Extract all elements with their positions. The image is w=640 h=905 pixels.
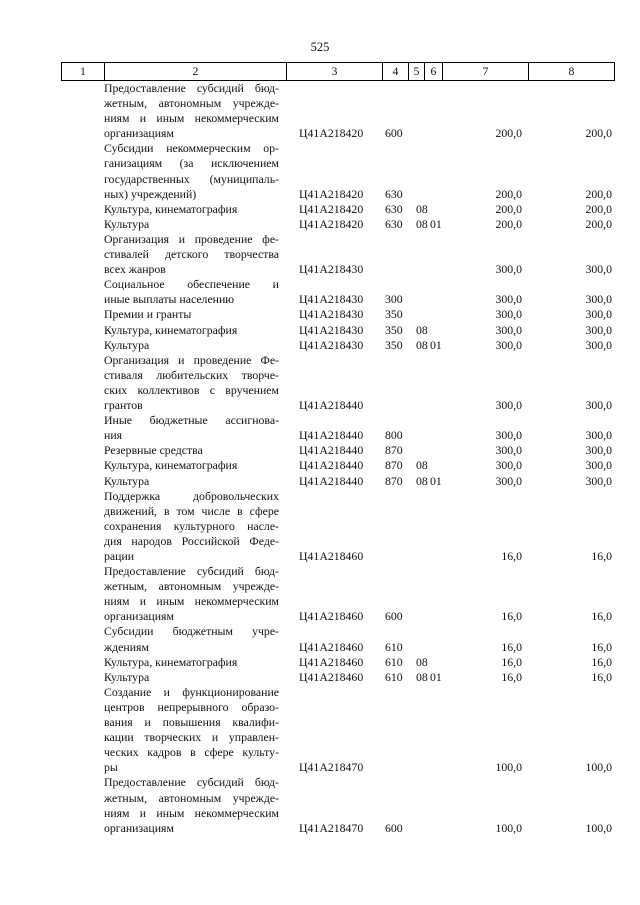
row-expense-type: 800 (385, 428, 403, 443)
row-code: Ц41А218460 (299, 654, 364, 669)
row-sum-col-7: 300,0 (495, 307, 522, 322)
table-row (0, 670, 640, 685)
row-name-line: всех жанров (104, 262, 166, 277)
row-sum-col-8: 300,0 (585, 458, 612, 473)
header-col-6: 6 (424, 63, 442, 80)
header-col-7: 7 (442, 63, 528, 80)
row-section: 08 (416, 337, 428, 352)
row-sum-col-7: 200,0 (495, 186, 522, 201)
row-sum-col-7: 16,0 (501, 639, 522, 654)
row-name-line: Культура (104, 669, 150, 684)
table-row (0, 307, 640, 322)
row-name-line: движений, в том числе в сфере (104, 503, 279, 518)
table-row (0, 141, 640, 201)
row-code: Ц41А218420 (299, 216, 364, 231)
table-row (0, 474, 640, 489)
row-code: Ц41А218430 (299, 307, 364, 322)
row-name-line: Премии и гранты (104, 307, 192, 322)
row-name-line: иные выплаты населению (104, 292, 235, 307)
row-expense-type: 610 (385, 654, 403, 669)
row-name-line: Культура, кинематография (104, 201, 238, 216)
row-name-line: Резервные средства (104, 443, 203, 458)
row-sum-col-8: 16,0 (591, 669, 612, 684)
row-name-line: ческих кадров в сфере культу- (104, 745, 279, 760)
row-sum-col-7: 16,0 (501, 654, 522, 669)
row-code: Ц41А218440 (299, 443, 364, 458)
row-sum-col-7: 300,0 (495, 337, 522, 352)
row-code: Ц41А218440 (299, 458, 364, 473)
row-code: Ц41А218430 (299, 292, 364, 307)
row-name (104, 775, 279, 835)
table-row (0, 489, 640, 565)
row-sum-col-7: 300,0 (495, 473, 522, 488)
row-name-line: организациям (104, 126, 174, 141)
row-sum-col-7: 16,0 (501, 549, 522, 563)
row-name-line: сохранения культурного насле- (104, 518, 279, 533)
row-name (104, 443, 279, 458)
row-sum-col-8: 300,0 (585, 322, 612, 337)
row-name (104, 564, 279, 624)
row-sum-col-8: 16,0 (591, 654, 612, 669)
row-sum-col-7: 16,0 (501, 609, 522, 624)
row-name-line: Предоставление субсидий бюд- (104, 775, 279, 790)
row-sum-col-8: 300,0 (585, 307, 612, 322)
row-name-line: ских коллективов с вручением (104, 382, 279, 397)
row-name-line: Культура (104, 337, 150, 352)
row-code: Ц41А218460 (299, 669, 364, 684)
row-name (104, 232, 279, 277)
row-expense-type: 630 (385, 201, 403, 216)
row-name-line: Поддержка добровольческих (104, 488, 279, 503)
row-name-line: стиваля любительских творче- (104, 367, 279, 382)
row-name (104, 141, 279, 201)
table-row (0, 338, 640, 353)
row-code: Ц41А218470 (299, 760, 364, 775)
row-name-line: центров непрерывного образо- (104, 699, 279, 714)
row-name-line: жетным, автономным учрежде- (104, 790, 279, 805)
row-code: Ц41А218420 (299, 201, 364, 216)
row-name (104, 353, 279, 413)
row-name-line: ниям и иным некоммерческим (104, 594, 279, 609)
header-col-5: 5 (408, 63, 424, 80)
row-sum-col-8: 300,0 (585, 292, 612, 307)
row-name-line: Создание и функционирование (104, 684, 279, 699)
row-section: 08 (416, 458, 428, 473)
row-name-line: организациям (104, 609, 174, 624)
row-sum-col-8: 200,0 (585, 216, 612, 231)
row-name-line: Субсидии бюджетным учре- (104, 624, 279, 639)
row-expense-type: 870 (385, 458, 403, 473)
row-sum-col-8: 300,0 (585, 428, 612, 443)
row-code: Ц41А218440 (299, 398, 364, 413)
row-expense-type: 610 (385, 639, 403, 654)
row-sum-col-7: 300,0 (495, 428, 522, 443)
row-name-line: Предоставление субсидий бюд- (104, 564, 279, 579)
row-name-line: государственных (муниципаль- (104, 171, 279, 186)
row-name-line: вания и повышения квалифи- (104, 715, 279, 730)
table-row (0, 413, 640, 443)
header-col-1: 1 (61, 63, 104, 80)
row-name-line: Социальное обеспечение и (104, 277, 279, 292)
row-sum-col-7: 300,0 (495, 322, 522, 337)
row-name-line: ждениям (104, 639, 149, 654)
row-sum-col-8: 300,0 (585, 398, 612, 413)
row-name (104, 670, 279, 685)
row-name-line: Предоставление субсидий бюд- (104, 81, 279, 95)
row-expense-type: 600 (385, 609, 403, 624)
row-sum-col-7: 200,0 (495, 216, 522, 231)
row-sum-col-8: 300,0 (585, 473, 612, 488)
table-row (0, 775, 640, 835)
row-expense-type: 350 (385, 307, 403, 322)
header-col-3: 3 (286, 63, 382, 80)
row-section: 08 (416, 216, 428, 231)
row-sum-col-7: 200,0 (495, 201, 522, 216)
row-name-line: ных) учреждений) (104, 186, 197, 201)
row-sum-col-7: 300,0 (495, 398, 522, 413)
row-sum-col-8: 200,0 (585, 126, 612, 141)
row-name-line: рации (104, 548, 135, 563)
row-name-line: ния (104, 428, 123, 443)
row-code: Ц41А218440 (299, 473, 364, 488)
table-row (0, 202, 640, 217)
row-code: Ц41А218420 (299, 126, 364, 141)
row-section: 08 (416, 473, 428, 488)
row-subsection: 01 (430, 473, 442, 488)
row-name (104, 217, 279, 232)
header-col-4: 4 (382, 63, 408, 80)
row-name-line: Организация и проведение Фе- (104, 352, 279, 367)
row-sum-col-8: 16,0 (591, 549, 612, 563)
row-name-line: кации творческих и управлен- (104, 730, 279, 745)
row-expense-type: 630 (385, 216, 403, 231)
row-code: Ц41А218470 (299, 820, 364, 835)
table-row (0, 655, 640, 670)
row-name-line: Культура (104, 473, 150, 488)
row-name-line: ниям и иным некоммерческим (104, 805, 279, 820)
row-section: 08 (416, 322, 428, 337)
row-name (104, 489, 279, 564)
row-sum-col-8: 16,0 (591, 639, 612, 654)
row-sum-col-8: 300,0 (585, 443, 612, 458)
table-row (0, 458, 640, 473)
row-code: Ц41А218440 (299, 428, 364, 443)
row-name-line: стивалей детского творчества (104, 247, 279, 262)
row-name-line: организациям (104, 820, 174, 835)
row-name-line: грантов (104, 398, 143, 413)
row-name (104, 202, 279, 217)
row-name-line: Иные бюджетные ассигнова- (104, 413, 279, 428)
row-sum-col-7: 100,0 (495, 820, 522, 835)
row-code: Ц41А218460 (299, 639, 364, 654)
table-row (0, 564, 640, 624)
row-name-line: ниям и иным некоммерческим (104, 111, 279, 126)
row-section: 08 (416, 669, 428, 684)
row-name-line: жетным, автономным учрежде- (104, 579, 279, 594)
row-sum-col-8: 200,0 (585, 201, 612, 216)
row-name (104, 277, 279, 307)
row-sum-col-8: 300,0 (585, 262, 612, 277)
row-sum-col-7: 300,0 (495, 443, 522, 458)
row-sum-col-7: 300,0 (495, 292, 522, 307)
row-name (104, 655, 279, 670)
row-name-line: дия народов Российской Феде- (104, 533, 279, 548)
row-sum-col-8: 16,0 (591, 609, 612, 624)
table-row (0, 277, 640, 307)
row-sum-col-8: 300,0 (585, 337, 612, 352)
row-expense-type: 870 (385, 443, 403, 458)
table-body (0, 81, 640, 836)
row-code: Ц41А218430 (299, 322, 364, 337)
row-name-line: Культура, кинематография (104, 458, 238, 473)
row-name-line: Организация и проведение фе- (104, 231, 279, 246)
row-sum-col-8: 200,0 (585, 186, 612, 201)
row-sum-col-7: 300,0 (495, 458, 522, 473)
row-code: Ц41А218430 (299, 262, 364, 277)
row-code: Ц41А218460 (299, 609, 364, 624)
row-expense-type: 610 (385, 669, 403, 684)
row-name-line: Культура (104, 216, 150, 231)
table-row (0, 443, 640, 458)
header-col-2: 2 (104, 63, 286, 80)
row-subsection: 01 (430, 216, 442, 231)
row-subsection: 01 (430, 669, 442, 684)
row-expense-type: 300 (385, 292, 403, 307)
row-sum-col-8: 100,0 (585, 820, 612, 835)
row-name (104, 81, 279, 141)
row-subsection: 01 (430, 337, 442, 352)
row-expense-type: 870 (385, 473, 403, 488)
table-header (61, 62, 615, 81)
row-code: Ц41А218420 (299, 186, 364, 201)
row-code: Ц41А218460 (299, 549, 364, 563)
row-name (104, 307, 279, 322)
page-number: 525 (310, 40, 330, 54)
row-expense-type: 600 (385, 126, 403, 141)
row-sum-col-7: 200,0 (495, 126, 522, 141)
table-row (0, 624, 640, 654)
row-name (104, 685, 279, 776)
row-name-line: Культура, кинематография (104, 654, 238, 669)
row-expense-type: 630 (385, 186, 403, 201)
row-name-line: Культура, кинематография (104, 322, 238, 337)
row-code: Ц41А218430 (299, 337, 364, 352)
row-name-line: ганизациям (за исключением (104, 156, 279, 171)
table-row (0, 217, 640, 232)
row-name (104, 474, 279, 489)
row-name (104, 624, 279, 654)
row-name-line: ры (104, 760, 118, 775)
row-name (104, 323, 279, 338)
row-expense-type: 350 (385, 337, 403, 352)
row-name-line: Субсидии некоммерческим ор- (104, 141, 279, 156)
table-row (0, 232, 640, 277)
row-sum-col-7: 100,0 (495, 760, 522, 775)
row-name-line: жетным, автономным учрежде- (104, 96, 279, 111)
row-name (104, 338, 279, 353)
row-sum-col-7: 300,0 (495, 262, 522, 277)
row-expense-type: 600 (385, 820, 403, 835)
row-section: 08 (416, 654, 428, 669)
table-row (0, 353, 640, 413)
row-sum-col-7: 16,0 (501, 669, 522, 684)
header-col-8: 8 (528, 63, 615, 80)
table-row (0, 81, 640, 141)
row-expense-type: 350 (385, 322, 403, 337)
row-sum-col-8: 100,0 (585, 760, 612, 775)
table-row (0, 685, 640, 776)
table-row (0, 323, 640, 338)
row-name (104, 413, 279, 443)
row-section: 08 (416, 201, 428, 216)
row-name (104, 458, 279, 473)
